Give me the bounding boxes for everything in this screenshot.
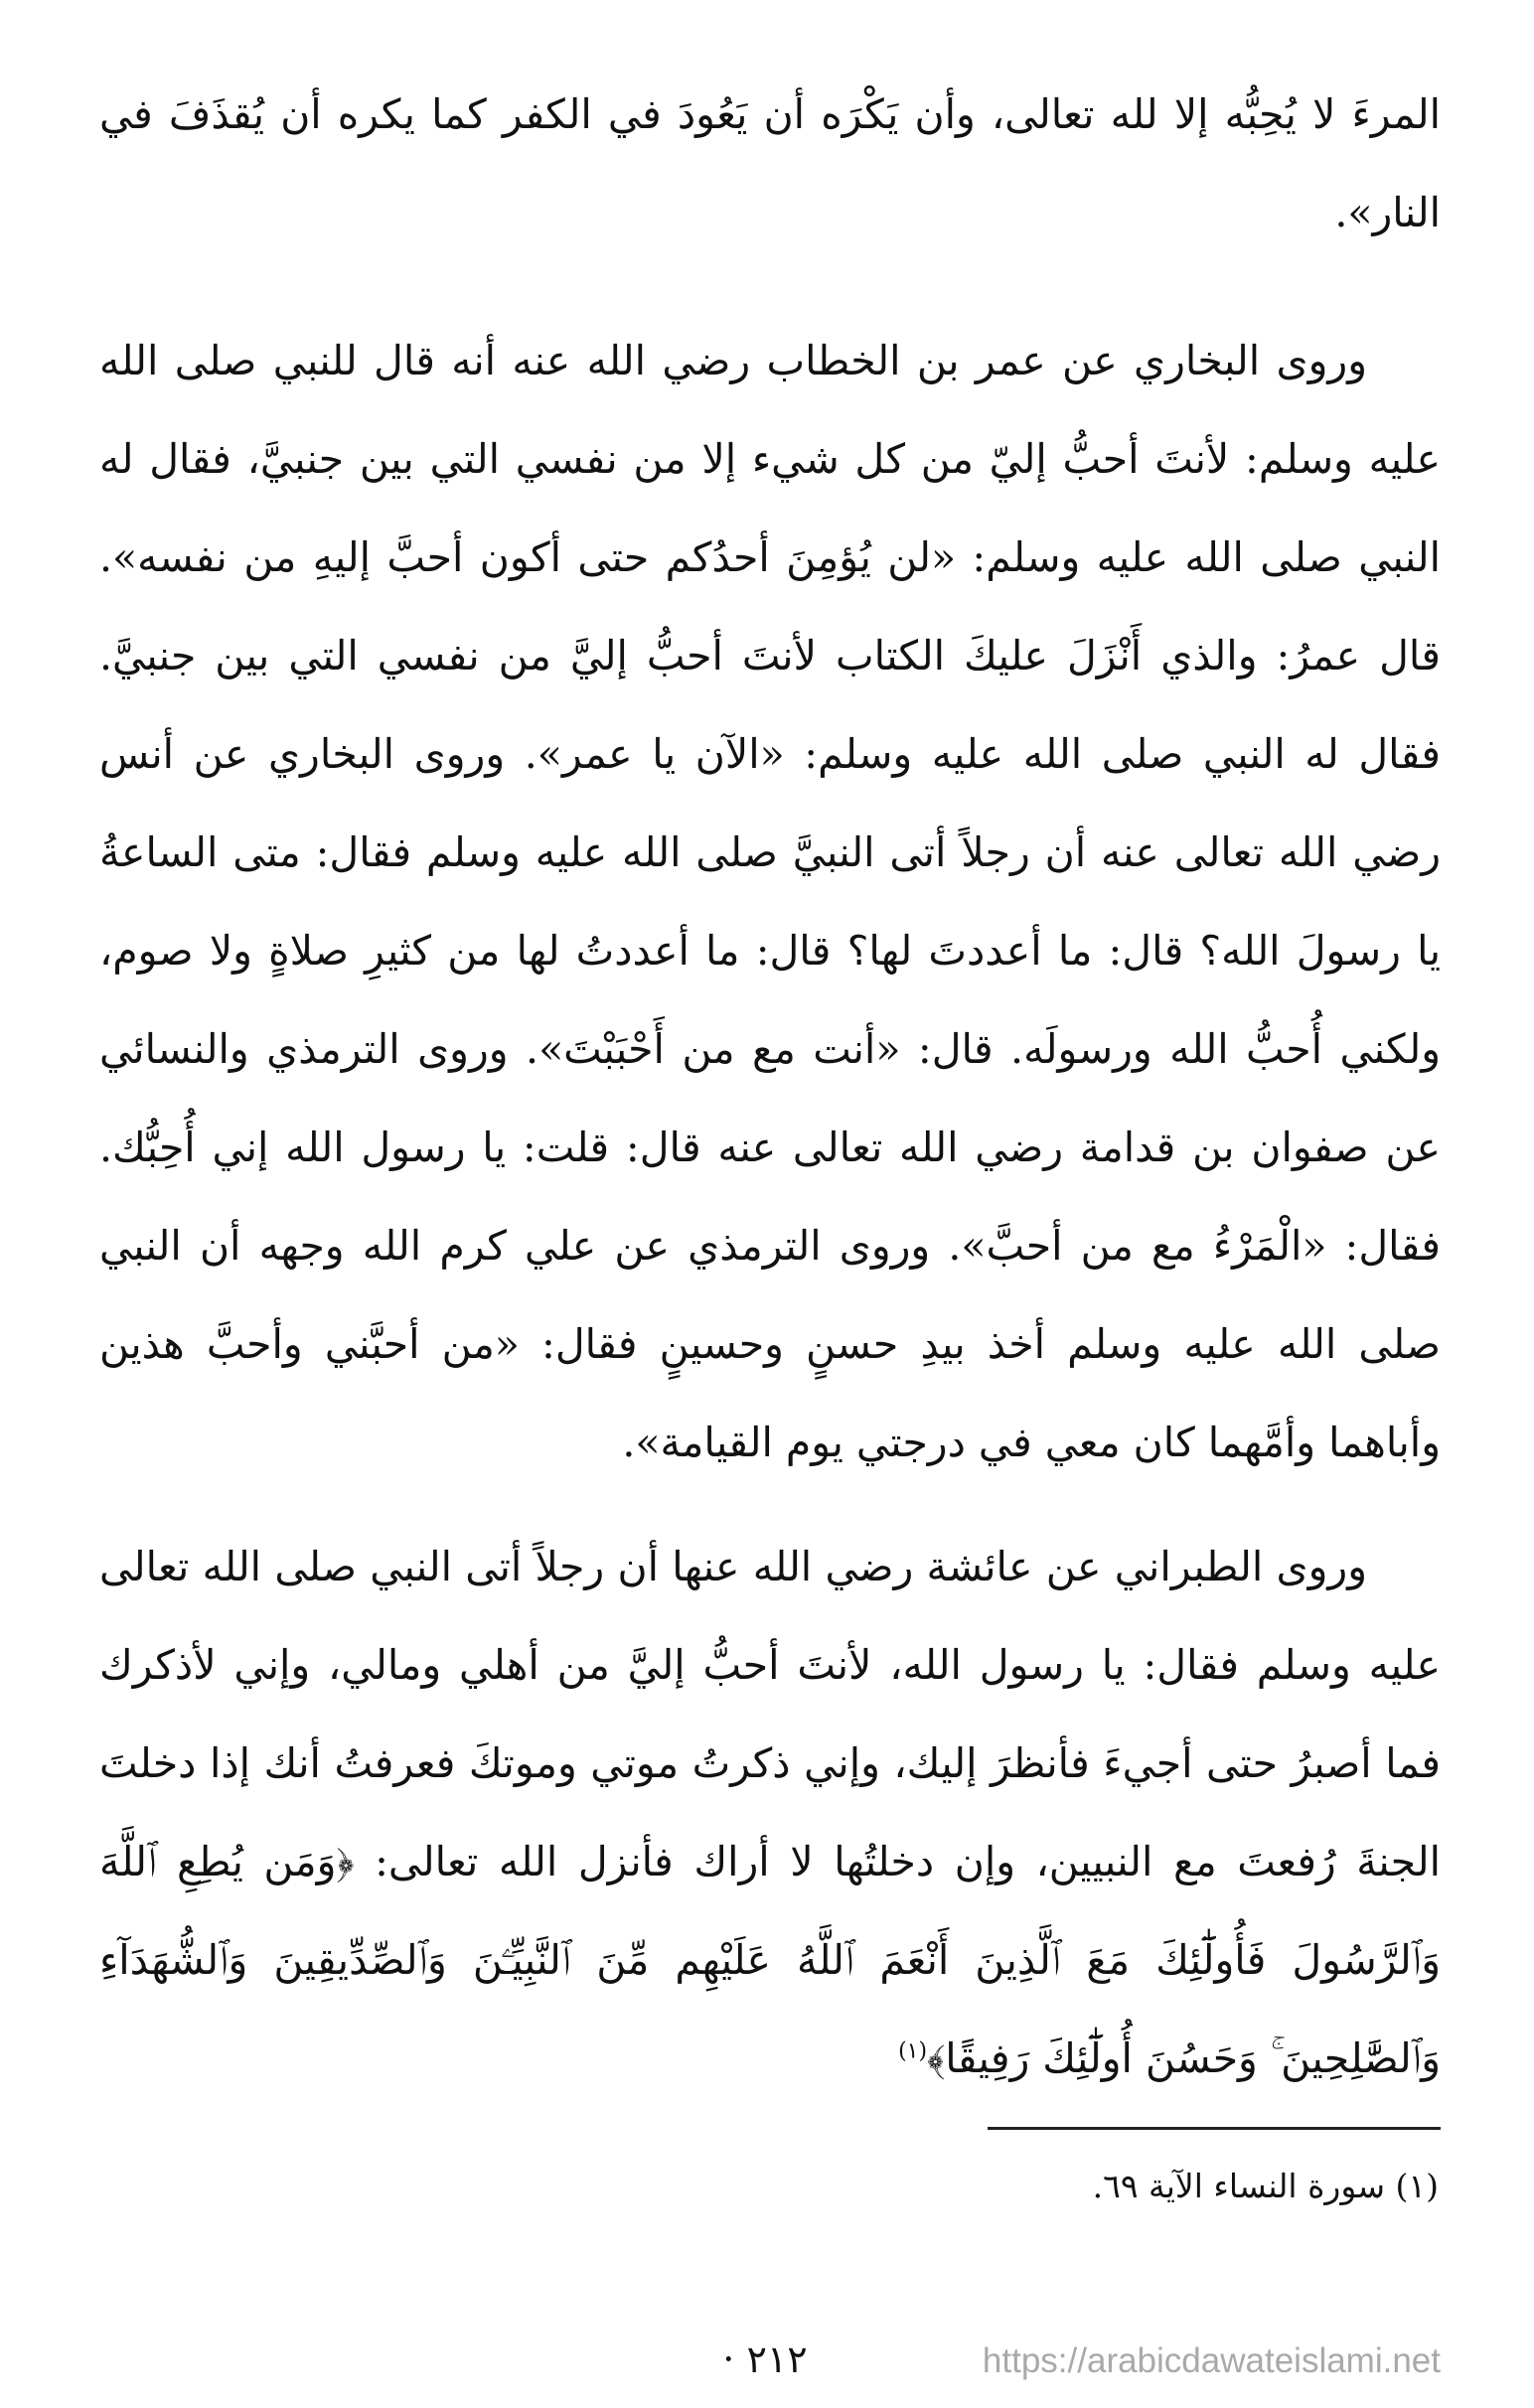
paragraph-love-of-prophet: وروى البخاري عن عمر بن الخطاب رضي الله عنه أنه قال للنبي صلى الله عليه وسلم: لأنتَ أحبُّ إليّ من كل شيء إلا من نفسي التي بين جنبيَّ، فقال له النبي صلى الله عليه وسلم: «لن يُؤمِنَ أحدُكم حتى أكون أحبَّ إليهِ من نفسه». قال عمرُ: والذي أَنْزَلَ عليكَ الكتاب لأنتَ أحبُّ إليَّ من نفسي التي بين جنبيَّ. فقال له النبي صلى الله عليه وسلم: «الآن يا عمر». وروى البخاري عن أنس رضي الله تعالى عنه أن رجلاً أتى النبيَّ صلى الله عليه وسلم فقال: متى الساعةُ يا رسولَ الله؟ قال: ما أعددتَ لها؟ قال: ما أعددتُ لها من كثيرِ صلاةٍ ولا صوم، ولكني أُحبُّ الله ورسولَه. قال: «أنت مع من أَحْبَبْتَ». وروى الترمذي والنسائي عن صفوان بن قدامة رضي الله تعالى عنه قال: قلت: يا رسول الله إني أُحِبُّك. فقال: «الْمَرْءُ مع من أحبَّ». وروى الترمذي عن علي كرم الله وجهه أن النبي صلى الله عليه وسلم أخذ بيدِ حسنٍ وحسينٍ فقال: «من أحبَّني وأحبَّ هذين وأباهما وأمَّهما كان معي في درجتي يوم القيامة». [99,337,1441,1466]
paragraph-tabarani-narration [99,1518,1441,2108]
paragraph-gap [99,262,1441,312]
page-number-value: ٢١٢ [746,2337,808,2381]
opening-paragraph: المرءَ لا يُحِبُّه إلا لله تعالى، وأن يَكْرَه أن يَعُودَ في الكفر كما يكره أن يُقذَفَ في النار». [99,90,1441,236]
footnote-marker: (١) [898,2038,928,2064]
tabarani-text: وروى الطبراني عن عائشة رضي الله عنها أن رجلاً أتى النبي صلى الله تعالى عليه وسلم فقال: يا رسول الله، لأنتَ أحبُّ إليَّ من أهلي ومالي، وإني لأذكرك فما أصبرُ حتى أجيءَ فأنظرَ إليك، وإني ذكرتُ موتي وموتكَ فعرفتُ أنك إذا دخلتَ الجنةَ رُفعتَ مع النبيين، وإن دخلتُها لا أراك فأنزل الله تعالى: ﴿وَمَن يُطِعِ ٱللَّهَ وَٱلرَّسُولَ فَأُولَٰٓئِكَ مَعَ ٱلَّذِينَ أَنْعَمَ ٱللَّهُ عَلَيْهِم مِّنَ ٱلنَّبِيِّـۧنَ وَٱلصِّدِّيقِينَ وَٱلشُّهَدَآءِ وَٱلصَّٰلِحِينَ ۚ وَحَسُنَ أُولَٰٓئِكَ رَفِيقًا﴾ [99,1543,1442,2082]
page-number-separator: · [722,2337,735,2381]
footnote-divider [988,2127,1441,2130]
main-text-lower [99,1518,1441,2108]
website-watermark: https://arabicdawateislami.net [982,2341,1441,2380]
main-text-upper [99,66,1441,1492]
page-number [686,2334,844,2384]
footnote-text: (١) سورة النساء الآية ٦٩. [1092,2167,1439,2205]
